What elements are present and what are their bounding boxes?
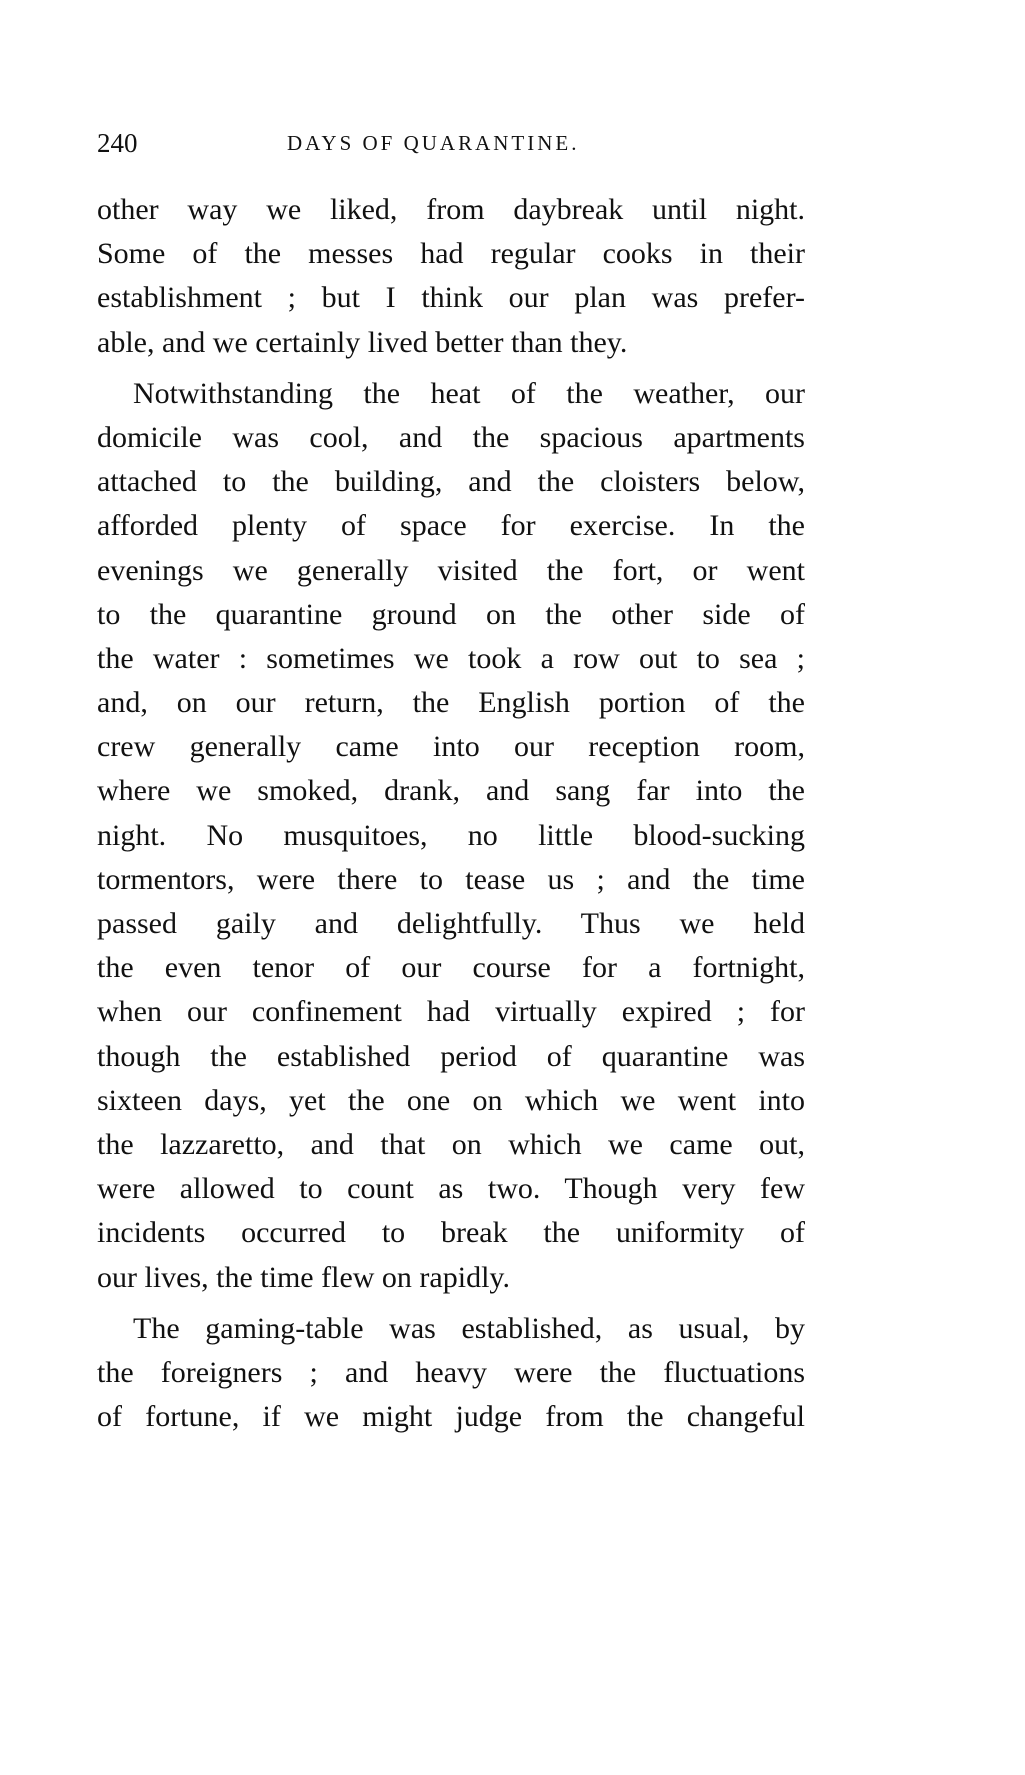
text-line: establishment ; but I think our plan was prefer-	[97, 281, 805, 315]
text-line: able, and we certainly lived better than they.	[97, 325, 628, 359]
text-line: though the established period of quarantine was	[97, 1039, 805, 1073]
text-line: The gaming-table was established, as usual, by	[133, 1311, 805, 1345]
text-line: the even tenor of our course for a fortnight,	[97, 951, 805, 985]
text-line: of fortune, if we might judge from the changeful	[97, 1400, 805, 1434]
text-line: passed gaily and delightfully. Thus we held	[97, 907, 805, 940]
text-line: to the quarantine ground on the other side of	[97, 597, 805, 631]
text-line: the water : sometimes we took a row out to sea ;	[97, 641, 805, 675]
running-title: DAYS OF QUARANTINE.	[287, 131, 580, 155]
text-line: the lazzaretto, and that on which we came out,	[97, 1127, 805, 1161]
paragraph	[97, 372, 805, 1300]
text-line: Some of the messes had regular cooks in their	[97, 237, 805, 271]
paragraph	[97, 1307, 805, 1440]
page-number: 240	[97, 128, 138, 158]
text-line: night. No musquitoes, no little blood-sucking	[97, 818, 805, 852]
text-line: where we smoked, drank, and sang far into the	[97, 774, 805, 808]
text-line: and, on our return, the English portion of the	[97, 686, 805, 720]
text-line: tormentors, were there to tease us ; and the time	[97, 862, 805, 896]
paragraph	[97, 188, 805, 365]
page-body	[97, 188, 805, 1439]
text-line: incidents occurred to break the uniformity of	[97, 1216, 805, 1250]
text-line: attached to the building, and the cloisters below,	[97, 465, 805, 499]
paragraph-gap	[97, 1300, 805, 1307]
text-line: our lives, the time flew on rapidly.	[97, 1260, 510, 1294]
text-line: the foreigners ; and heavy were the fluctuations	[97, 1355, 805, 1389]
text-line: when our confinement had virtually expired ; for	[97, 995, 805, 1029]
text-line: other way we liked, from daybreak until night.	[97, 193, 805, 226]
paragraph-gap	[97, 365, 805, 372]
text-line: Notwithstanding the heat of the weather, our	[133, 376, 805, 410]
text-line: evenings we generally visited the fort, or went	[97, 553, 805, 587]
text-line: crew generally came into our reception room,	[97, 730, 805, 764]
running-header	[97, 128, 805, 164]
text-line: sixteen days, yet the one on which we went into	[97, 1083, 805, 1117]
text-line: domicile was cool, and the spacious apartments	[97, 420, 805, 454]
text-line: were allowed to count as two. Though very few	[97, 1172, 805, 1206]
text-line: afforded plenty of space for exercise. In the	[97, 509, 805, 543]
